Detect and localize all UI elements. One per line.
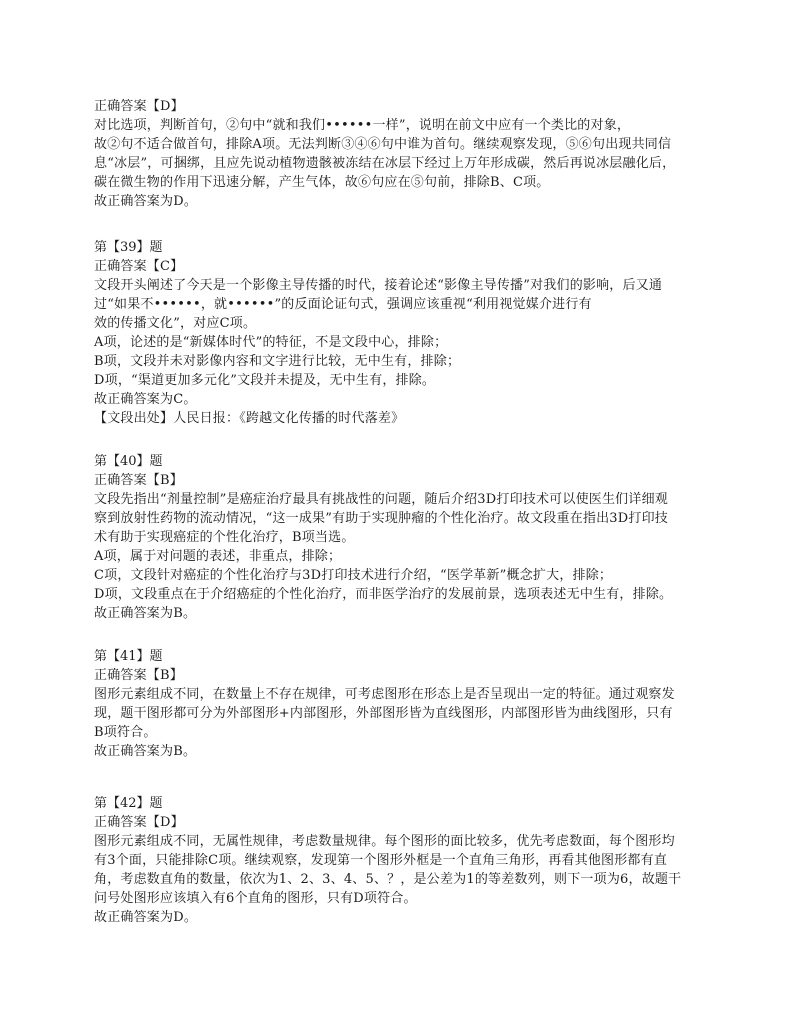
explanation-line: 对比选项，判断首句，②句中“就和我们••••••一样”，说明在前文中应有一个类比的对象， (94, 118, 631, 133)
explanation-line: C项，文段针对癌症的个性化治疗与3D打印技术进行介绍，“医学革新”概念扩大，排除； (94, 568, 613, 583)
question-block (94, 647, 714, 761)
explanation-line: 故②句不适合做首句，排除A项。无法判断③④⑥句中谁为首句。继续观察发现，⑤⑥句出现共同信 (94, 137, 672, 152)
question-block (94, 97, 714, 211)
explanation-line: A项，论述的是“新媒体时代”的特征，不是文段中心，排除； (94, 335, 448, 350)
explanation-line: 图形元素组成不同，无属性规律，考虑数量规律。每个图形的面比较多，优先考虑数面，每个图形均 (94, 834, 675, 849)
correct-answer-label: 正确答案【D】 (94, 99, 184, 114)
explanation-line: B项，文段并未对影像内容和文字进行比较，无中生有，排除； (94, 354, 461, 369)
final-answer-line: 故正确答案为B。 (94, 606, 197, 621)
correct-answer-label: 正确答案【B】 (94, 473, 183, 488)
final-answer-line: 故正确答案为B。 (94, 744, 197, 759)
explanation-line: 碳在微生物的作用下迅速分解，产生气体，故⑥句应在⑤句前，排除B、C项。 (94, 175, 550, 190)
explanation-line: 问号处图形应该填入有6个直角的图形，只有D项符合。 (94, 891, 417, 906)
explanation-line: D项，文段重点在于介绍癌症的个性化治疗，而非医学治疗的发展前景，选项表述无中生有，排除。 (94, 587, 673, 602)
question-number: 第【41】题 (94, 649, 163, 664)
question-number: 第【39】题 (94, 240, 163, 255)
question-number: 第【42】题 (94, 796, 163, 811)
explanation-line: A项，属于对问题的表述，非重点，排除； (94, 549, 342, 564)
explanation-line: 息“冰层”，可捆绑，且应先说动植物遗骸被冻结在冰层下经过上万年形成碳，然后再说冰层融化后， (94, 156, 676, 171)
final-answer-line: 故正确答案为D。 (94, 194, 198, 209)
question-block (94, 452, 714, 623)
explanation-line: 文段先指出“剂量控制”是癌症治疗最具有挑战性的问题，随后介绍3D打印技术可以使医生们详细观 (94, 492, 668, 507)
question-block (94, 794, 714, 927)
correct-answer-label: 正确答案【B】 (94, 668, 183, 683)
explanation-line: 文段开头阐述了今天是一个影像主导传播的时代，接着论述“影像主导传播”对我们的影响，后又通 (94, 278, 663, 293)
explanation-line: 现，题干图形都可分为外部图形+内部图形，外部图形皆为直线图形，内部图形皆为曲线图形，只有 (94, 706, 673, 721)
explanation-line: 术有助于实现癌症的个性化治疗，B项当选。 (94, 530, 355, 545)
final-answer-line: 故正确答案为C。 (94, 392, 197, 407)
correct-answer-label: 正确答案【D】 (94, 815, 184, 830)
explanation-line: 过“如果不••••••，就••••••”的反面论证句式，强调应该重视“利用视觉媒介进行有 (94, 297, 592, 312)
explanation-line: 察到放射性药物的流动情况，“这一成果”有助于实现肿瘤的个性化治疗。故文段重在指出3D打印技 (94, 511, 668, 526)
question-number: 第【40】题 (94, 454, 163, 469)
explanation-line: 有3个面，只能排除C项。继续观察，发现第一个图形外框是一个直角三角形，再看其他图形都有直 (94, 853, 668, 868)
source-citation: 【文段出处】人民日报：《跨越文化传播的时代落差》 (94, 411, 405, 426)
explanation-line: D项，“渠道更加多元化”文段并未提及，无中生有，排除。 (94, 373, 436, 388)
explanation-line: 图形元素组成不同，在数量上不存在规律，可考虑图形在形态上是否呈现出一定的特征。通过观察发 (94, 687, 675, 702)
explanation-line: B项符合。 (94, 725, 157, 740)
final-answer-line: 故正确答案为D。 (94, 910, 198, 925)
explanation-line: 角，考虑数直角的数量，依次为1、2、3、4、5、？，是公差为1的等差数列，则下一项为6，故题干 (94, 872, 682, 887)
explanation-line: 效的传播文化”，对应C项。 (94, 316, 257, 331)
question-block (94, 238, 714, 428)
correct-answer-label: 正确答案【C】 (94, 259, 184, 274)
